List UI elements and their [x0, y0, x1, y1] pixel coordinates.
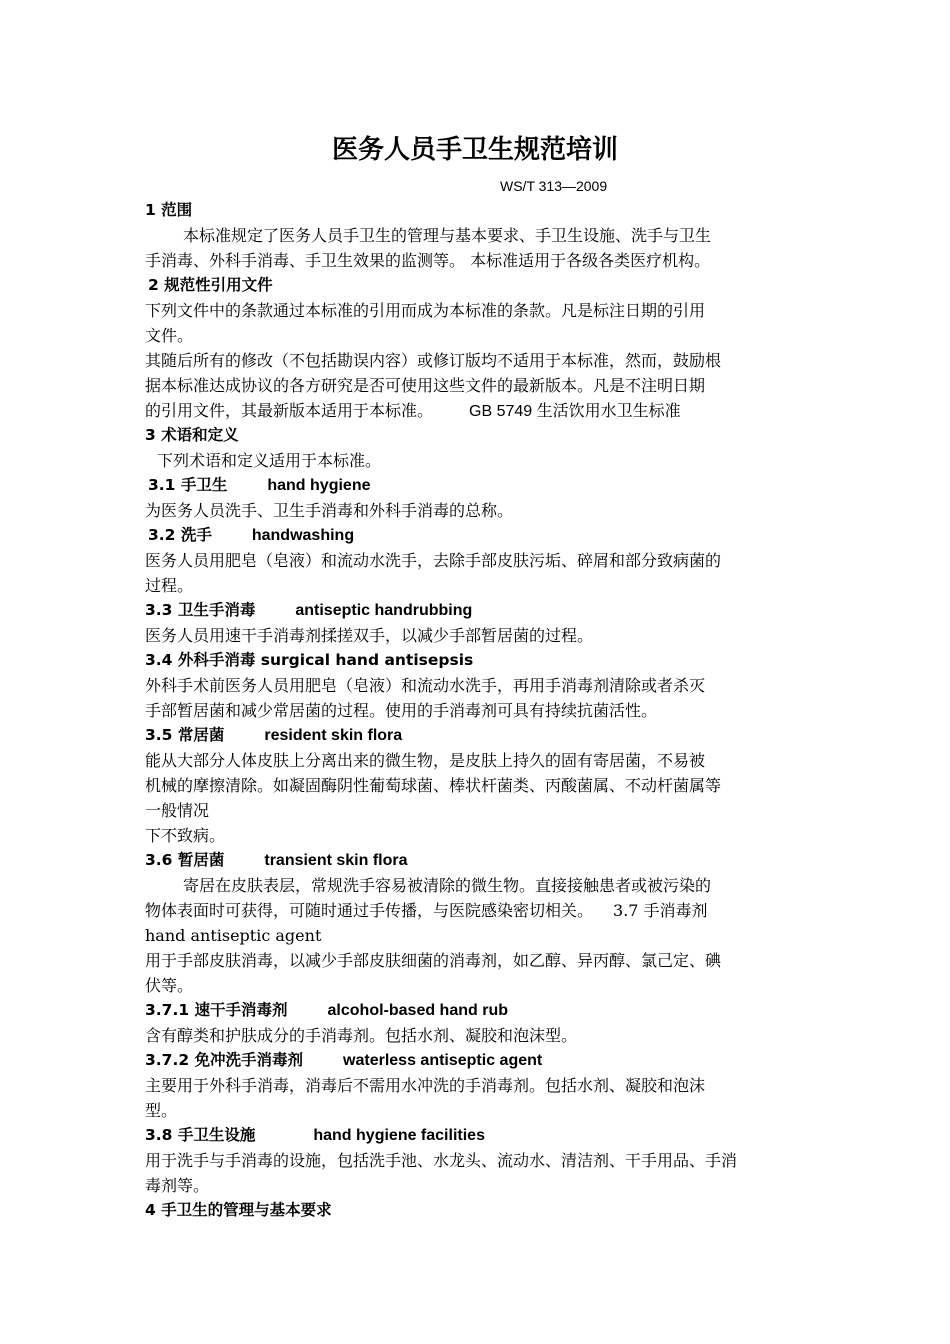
paragraph-line: 医务人员用速干手消毒剂揉搓双手，以减少手部暂居菌的过程。 [145, 626, 594, 645]
paragraph-line: 本标准规定了医务人员手卫生的管理与基本要求、手卫生设施、洗手与卫生 [183, 226, 712, 245]
paragraph-line: 外科手术前医务人员用肥皂（皂液）和流动水洗手，再用手消毒剂清除或者杀灭 [145, 676, 706, 695]
term-en: handwashing [251, 527, 355, 544]
term-en: resident skin flora [264, 727, 403, 744]
term-en: alcohol-based hand rub [327, 1002, 508, 1019]
section-heading-2: 2 规范性引用文件 [148, 276, 273, 294]
paragraph-line: 据本标准达成协议的各方研究是否可使用这些文件的最新版本。凡是不注明日期 [145, 376, 706, 395]
term-cn: 3.2 洗手 [148, 526, 212, 544]
paragraph-line: 寄居在皮肤表层，常规洗手容易被清除的微生物。直接接触患者或被污染的 [183, 876, 712, 895]
paragraph-line: 过程。 [145, 576, 194, 595]
reference-standard: GB 5749 生活饮用水卫生标准 [469, 403, 681, 420]
paragraph-line: 用于手部皮肤消毒，以减少手部皮肤细菌的消毒剂，如乙醇、异丙醇、氯己定、碘 [145, 951, 722, 970]
paragraph-line: 机械的摩擦清除。如凝固酶阴性葡萄球菌、棒状杆菌类、丙酸菌属、不动杆菌属等 [145, 776, 722, 795]
section-heading-1: 1 范围 [145, 201, 193, 219]
term-cn: 3.3 卫生手消毒 [145, 601, 256, 619]
term-heading-3-8 [145, 1123, 809, 1148]
term-en: transient skin flora [264, 852, 408, 869]
section-heading-3: 3 术语和定义 [145, 426, 239, 444]
document-title: 医务人员手卫生规范培训 [331, 135, 618, 165]
paragraph-line: 含有醇类和护肤成分的手消毒剂。包括水剂、凝胶和泡沫型。 [145, 1026, 578, 1045]
standard-number: WS/T 313—2009 [500, 178, 608, 194]
term-en: hand hygiene [267, 477, 371, 494]
paragraph-line: 主要用于外科手消毒，消毒后不需用水冲洗的手消毒剂。包括水剂、凝胶和泡沫 [145, 1076, 706, 1095]
paragraph-line: 手部暂居菌和减少常居菌的过程。使用的手消毒剂可具有持续抗菌活性。 [145, 701, 658, 720]
paragraph-line: 伏等。 [145, 976, 194, 995]
term-en: waterless antiseptic agent [343, 1052, 543, 1069]
paragraph-line [145, 398, 809, 423]
paragraph-text: 物体表面时可获得，可随时通过手传播，与医院感染密切相关。 [145, 901, 594, 920]
paragraph-line: 为医务人员洗手、卫生手消毒和外科手消毒的总称。 [145, 501, 514, 520]
term-heading-3-7-1 [145, 998, 809, 1023]
section-heading-4: 4 手卫生的管理与基本要求 [145, 1201, 332, 1219]
term-cn: 3.5 常居菌 [145, 726, 225, 744]
paragraph-line: 手消毒、外科手消毒、手卫生效果的监测等。 本标准适用于各级各类医疗机构。 [145, 251, 711, 270]
term-cn: 3.8 手卫生设施 [145, 1126, 256, 1144]
document-body [145, 198, 809, 1223]
paragraph-line: 毒剂等。 [145, 1176, 210, 1195]
term-inline-3-7: 3.7 手消毒剂 [613, 901, 708, 920]
term-heading-3-5 [145, 723, 809, 748]
paragraph-line: 用于洗手与手消毒的设施，包括洗手池、水龙头、流动水、清洁剂、干手用品、手消 [145, 1151, 738, 1170]
term-cn: 3.7.2 免冲洗手消毒剂 [145, 1051, 304, 1069]
term-en-inline: hand antiseptic agent [145, 926, 322, 945]
paragraph-line: 下不致病。 [145, 826, 226, 845]
paragraph-line: 型。 [145, 1101, 178, 1120]
paragraph-line [145, 898, 809, 923]
term-heading-3-1 [145, 473, 809, 498]
term-en: hand hygiene facilities [313, 1127, 485, 1144]
term-heading-3-3 [145, 598, 809, 623]
paragraph-line: 其随后所有的修改（不包括勘误内容）或修订版均不适用于本标准，然而，鼓励根 [145, 351, 722, 370]
paragraph-line: 一般情况 [145, 801, 210, 820]
term-heading-3-7-2 [145, 1048, 809, 1073]
paragraph-text: 的引用文件，其最新版本适用于本标准。 [145, 401, 434, 420]
term-cn: 3.7.1 速干手消毒剂 [145, 1001, 288, 1019]
paragraph-line: 医务人员用肥皂（皂液）和流动水洗手，去除手部皮肤污垢、碎屑和部分致病菌的 [145, 551, 722, 570]
paragraph-line: 下列术语和定义适用于本标准。 [157, 451, 382, 470]
paragraph-line: 能从大部分人体皮肤上分离出来的微生物，是皮肤上持久的固有寄居菌，不易被 [145, 751, 706, 770]
term-cn: 3.1 手卫生 [148, 476, 228, 494]
term-heading-3-6 [145, 848, 809, 873]
term-heading-3-4: 3.4 外科手消毒 surgical hand antisepsis [145, 651, 474, 669]
paragraph-line: 文件。 [145, 326, 194, 345]
term-cn: 3.6 暂居菌 [145, 851, 225, 869]
term-heading-3-2 [145, 523, 809, 548]
term-en: antiseptic handrubbing [295, 602, 473, 619]
paragraph-line: 下列文件中的条款通过本标准的引用而成为本标准的条款。凡是标注日期的引用 [145, 301, 706, 320]
